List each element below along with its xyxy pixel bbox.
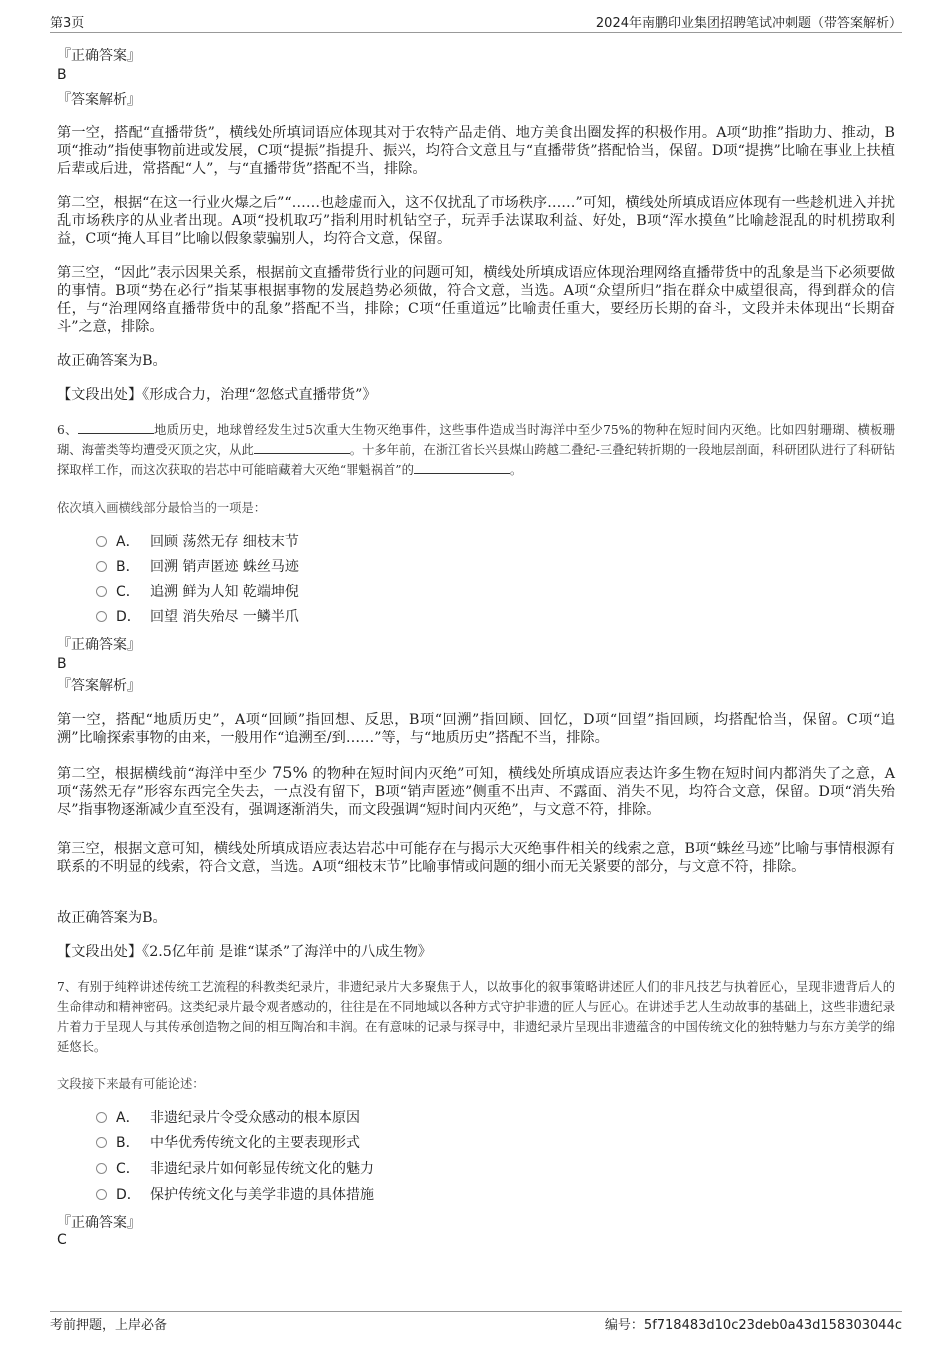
answer-value: B [57,656,67,672]
radio-icon[interactable] [96,611,107,622]
analysis-label: 『答案解析』 [57,92,141,108]
document-code: 编号：5f718483d10c23deb0a43d158303044c [604,1318,902,1333]
option-text: 追溯 鲜为人知 乾端坤倪 [150,584,299,600]
answer-value: B [57,67,67,83]
option-text: 回溯 销声匿迹 蛛丝马迹 [150,559,299,575]
radio-icon[interactable] [96,561,107,572]
analysis-paragraph-3: 第三空，“因此”表示因果关系，根据前文直播带货行业的问题可知，横线处所填成语应体现治理网络直播带货中的乱象是当下必须要做的事情。B项“势在必行”指某事根据事物的发展趋势必须做，符合文意，当选。A项“众望所归”指在群众中威望很高，得到群众的信任，与“治理网络直播带货中的乱象”搭配不当，排除；C项“任重道远”比喻责任重大，要经历长期的奋斗，文段并未体现出“长期奋斗”之意，排除。 [57,265,895,335]
question-text-a: 地质历史，地球曾经发生过5次重大生物灭绝事件，这些事件造成当时海洋中至少75%的物种在短时间内灭绝。比如四射珊瑚、横板珊瑚、海蕾类等均遭受灭顶之灾，从此 [57,423,895,457]
fill-blank-2 [254,441,350,454]
analysis-paragraph-1: 第一空，搭配“地质历史”，A项“回顾”指回想、反思，B项“回溯”指回顾、回忆，D项“回望”指回顾，均搭配恰当，保留。C项“追溯”比喻探索事物的由来，一般用作“追溯至/到……”等，与“地质历史”搭配不当，排除。 [57,712,895,746]
option-a[interactable]: A． 非遗纪录片令受众感动的根本原因 [96,1109,360,1127]
option-text: 回望 消失殆尽 一鳞半爪 [150,609,299,625]
question-7-stem [57,977,895,1057]
radio-icon[interactable] [96,536,107,547]
answer-value: C [57,1232,67,1248]
option-text: 回顾 荡然无存 细枝末节 [150,534,299,550]
question-6-stem [57,420,895,480]
option-text: 非遗纪录片令受众感动的根本原因 [150,1110,360,1126]
source-line [57,386,895,404]
question-number: 6、 [57,423,78,437]
option-b[interactable]: B． 中华优秀传统文化的主要表现形式 [96,1134,360,1152]
footer-slogan: 考前押题，上岸必备 [50,1318,168,1333]
analysis-paragraph-2: 第二空，根据“在这一行业火爆之后”“……也趁虚而入，这不仅扰乱了市场秩序……”可知，横线处所填成语应体现有一些趁机进入并扰乱市场秩序的从业者出现。A项“投机取巧”指利用时机钻空子，玩弄手法谋取利益、好处，B项“浑水摸鱼”比喻趁混乱的时机捞取利益，C项“掩人耳目”比喻以假象蒙骗别人，均符合文意，保留。 [57,195,895,247]
formula-number: 75% [272,763,308,782]
option-text: 中华优秀传统文化的主要表现形式 [150,1135,360,1151]
source-label: 【文段出处】 [57,944,143,960]
answer-label: 『正确答案』 [57,1215,141,1231]
radio-icon[interactable] [96,1112,107,1123]
radio-icon[interactable] [96,1189,107,1200]
page-header [50,12,902,30]
analysis-conclusion: 故正确答案为B。 [57,910,167,926]
question-number: 7、 [57,980,78,994]
analysis-label: 『答案解析』 [57,678,141,694]
option-c[interactable]: C． 非遗纪录片如何彰显传统文化的魅力 [96,1160,374,1178]
option-b[interactable]: B． 回溯 销声匿迹 蛛丝马迹 [96,558,299,576]
question-6-prompt: 依次填入画横线部分最恰当的一项是： [57,501,267,515]
question-text: 有别于纯粹讲述传统工艺流程的科教类纪录片，非遗纪录片大多聚焦于人，以故事化的叙事策略讲述匠人们的非凡技艺与执着匠心，呈现非遗背后人的生命律动和精神密码。这类纪录片最令观者感动的，往往是在不同地域以各种方式守护非遗的匠人与匠心。在讲述手艺人生动故事的基础上，这些非遗纪录片着力于呈现人与其传承创造物之间的相互陶冶和丰润。在有意味的记录与探寻中，非遗纪录片呈现出非遗蕴含的中国传统文化的独特魅力与东方美学的绵延悠长。 [57,980,895,1054]
option-a[interactable]: A． 回顾 荡然无存 细枝末节 [96,533,299,551]
option-text: 非遗纪录片如何彰显传统文化的魅力 [150,1161,374,1177]
analysis-paragraph-1: 第一空，搭配“直播带货”，横线处所填词语应体现其对于农特产品走俏、地方美食出圈发挥的积极作用。A项“助推”指助力、推动，B项“推动”指使事物前进或发展，C项“提振”指提升、振兴，均符合文意且与“直播带货”搭配恰当，保留。D项“提携”比喻在事业上扶植后辈或后进，常搭配“人”，与“直播带货”搭配不当，排除。 [57,125,895,177]
analysis-conclusion: 故正确答案为B。 [57,353,167,369]
analysis-paragraph-3: 第三空，根据文意可知，横线处所填成语应表达岩芯中可能存在与揭示大灭绝事件相关的线索之意，B项“蛛丝马迹”比喻与事情根源有联系的不明显的线索，符合文意，当选。A项“细枝末节”比喻事情或问题的细小而无关紧要的部分，与文意不符，排除。 [57,841,895,875]
question-text-b: 。十多年前，在浙江省长兴县煤山跨越二叠纪-三叠纪转折期的一段地层剖面，科研团队进行了科研钻探取样工作，而这次获取的岩芯中可能暗藏着大灭绝“罪魁祸首”的 [57,443,895,477]
page-number: 第3页 [50,16,85,31]
option-d[interactable]: D． 回望 消失殆尽 一鳞半爪 [96,608,299,626]
radio-icon[interactable] [96,586,107,597]
option-c[interactable]: C． 追溯 鲜为人知 乾端坤倪 [96,583,299,601]
analysis-paragraph-2: 第二空，根据横线前“海洋中至少 75% 的物种在短时间内灭绝”可知，横线处所填成语应表达许多生物在短时间内都消失了之意，A项“荡然无存”形容东西完全失去，一点没有留下，B项“销声匿迹”侧重不出声、不露面、消失不见，均符合文意，保留。D项“消失殆尽”指事物逐渐减少直至没有，强调逐渐消失，而文段强调“短时间内灭绝”，与文意不符，排除。 [57,763,895,818]
source-title: 《形成合力，治理“忽悠式直播带货”》 [142,387,377,403]
fill-blank-1 [78,421,154,434]
radio-icon[interactable] [96,1163,107,1174]
footer-divider [50,1311,902,1312]
source-label: 【文段出处】 [57,387,143,403]
fill-blank-3 [414,461,510,474]
answer-label: 『正确答案』 [57,637,141,653]
radio-icon[interactable] [96,1137,107,1148]
option-d[interactable]: D． 保护传统文化与美学非遗的具体措施 [96,1186,374,1204]
source-title: 《2.5亿年前 是谁“谋杀”了海洋中的八成生物》 [142,944,432,960]
document-title: 2024年南鹏印业集团招聘笔试冲刺题（带答案解析） [595,16,902,31]
option-text: 保护传统文化与美学非遗的具体措施 [150,1187,374,1203]
header-divider [50,32,902,33]
source-line [57,943,895,961]
question-7-prompt: 文段接下来最有可能论述： [57,1077,205,1091]
question-text-c: 。 [509,463,523,477]
answer-label: 『正确答案』 [57,48,141,64]
